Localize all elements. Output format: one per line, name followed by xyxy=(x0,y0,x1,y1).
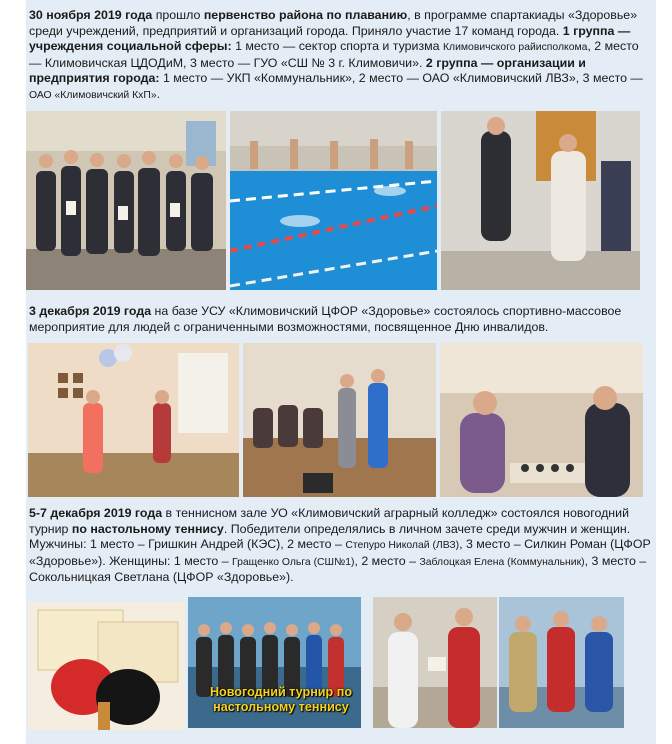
text-run: , 2 место — Климовичская ЦДОДиМ, 3 место — ГУО «СШ № 3 г. Климовичи». xyxy=(29,39,639,70)
photo-team-award xyxy=(26,111,226,290)
text-run: Степуро Николай (ЛВЗ) xyxy=(345,540,460,552)
photo-caption: Новогодний турнир по настольному теннису xyxy=(209,685,353,714)
text-run: Климовичского райисполкома xyxy=(442,42,588,54)
text-run: , 3 место – Силкин Роман (ЦФОР «Здоровье»). Женщины: 1 место – xyxy=(29,537,651,568)
event-name: по настольному теннису xyxy=(71,521,224,536)
text-run: , 3 место – Сокольницкая Светлана (ЦФОР «Здоровье»). xyxy=(29,553,647,585)
text-run: . xyxy=(156,86,161,101)
text-run: на базе УСУ «Климовичский ЦФОР «Здоровье» состоялось спортивно-массовое мероприятие для людей с ограниченными возможностями, посвященное Дню инвалидов. xyxy=(29,304,622,334)
text-run: прошло xyxy=(152,8,204,22)
text-run: Гращенко Ольга (СШ№1) xyxy=(232,556,355,568)
text-run: , в программе спартакиады «Здоровье» среди учреждений, предприятий и организаций города. Приняло участие 17 команд города. xyxy=(29,8,638,38)
section-swimming-text xyxy=(29,8,653,104)
photo-men-winners xyxy=(499,597,624,728)
section-date: 5-7 декабря 2019 года xyxy=(29,506,163,520)
section-date: 30 ноября 2019 года xyxy=(29,8,153,22)
photo-swimming-pool xyxy=(230,111,437,290)
text-run: Заблоцкая Елена (Коммунальник) xyxy=(419,556,585,568)
section-tennis-text xyxy=(29,506,653,586)
text-run: в теннисном зале УО «Климовичский аграрный колледж» состоялся новогодний турнир xyxy=(29,506,629,536)
text-run: . Победители определялись в личном зачете среди мужчин и женщин. Мужчины: 1 место – Гришкин Андрей (КЭС), 2 место – xyxy=(29,521,631,552)
text-run: 1 место — сектор спорта и туризма xyxy=(231,39,443,54)
photo-checkers-game xyxy=(440,343,643,497)
photo-hall-event xyxy=(28,343,239,497)
event-name: первенство района по плаванию xyxy=(203,8,408,22)
text-run: ОАО «Климовичский КхП» xyxy=(29,89,157,101)
photo-award-ceremony xyxy=(441,111,640,290)
text-run: , 2 место – xyxy=(354,553,420,568)
photo-rackets-diplomas xyxy=(28,602,185,730)
photo-women-award xyxy=(373,597,497,728)
group-heading: 1 группа — учреждения социальной сферы: xyxy=(29,23,631,54)
group-heading: 2 группа — организации и предприятия города: xyxy=(29,55,586,86)
section-disabled-day-text xyxy=(29,304,653,335)
photo-bowling-hall xyxy=(243,343,436,497)
text-run: 1 место — УКП «Коммунальник», 2 место — ОАО «Климовичский ЛВЗ», 3 место — xyxy=(159,71,643,86)
section-date: 3 декабря 2019 года xyxy=(29,304,152,318)
